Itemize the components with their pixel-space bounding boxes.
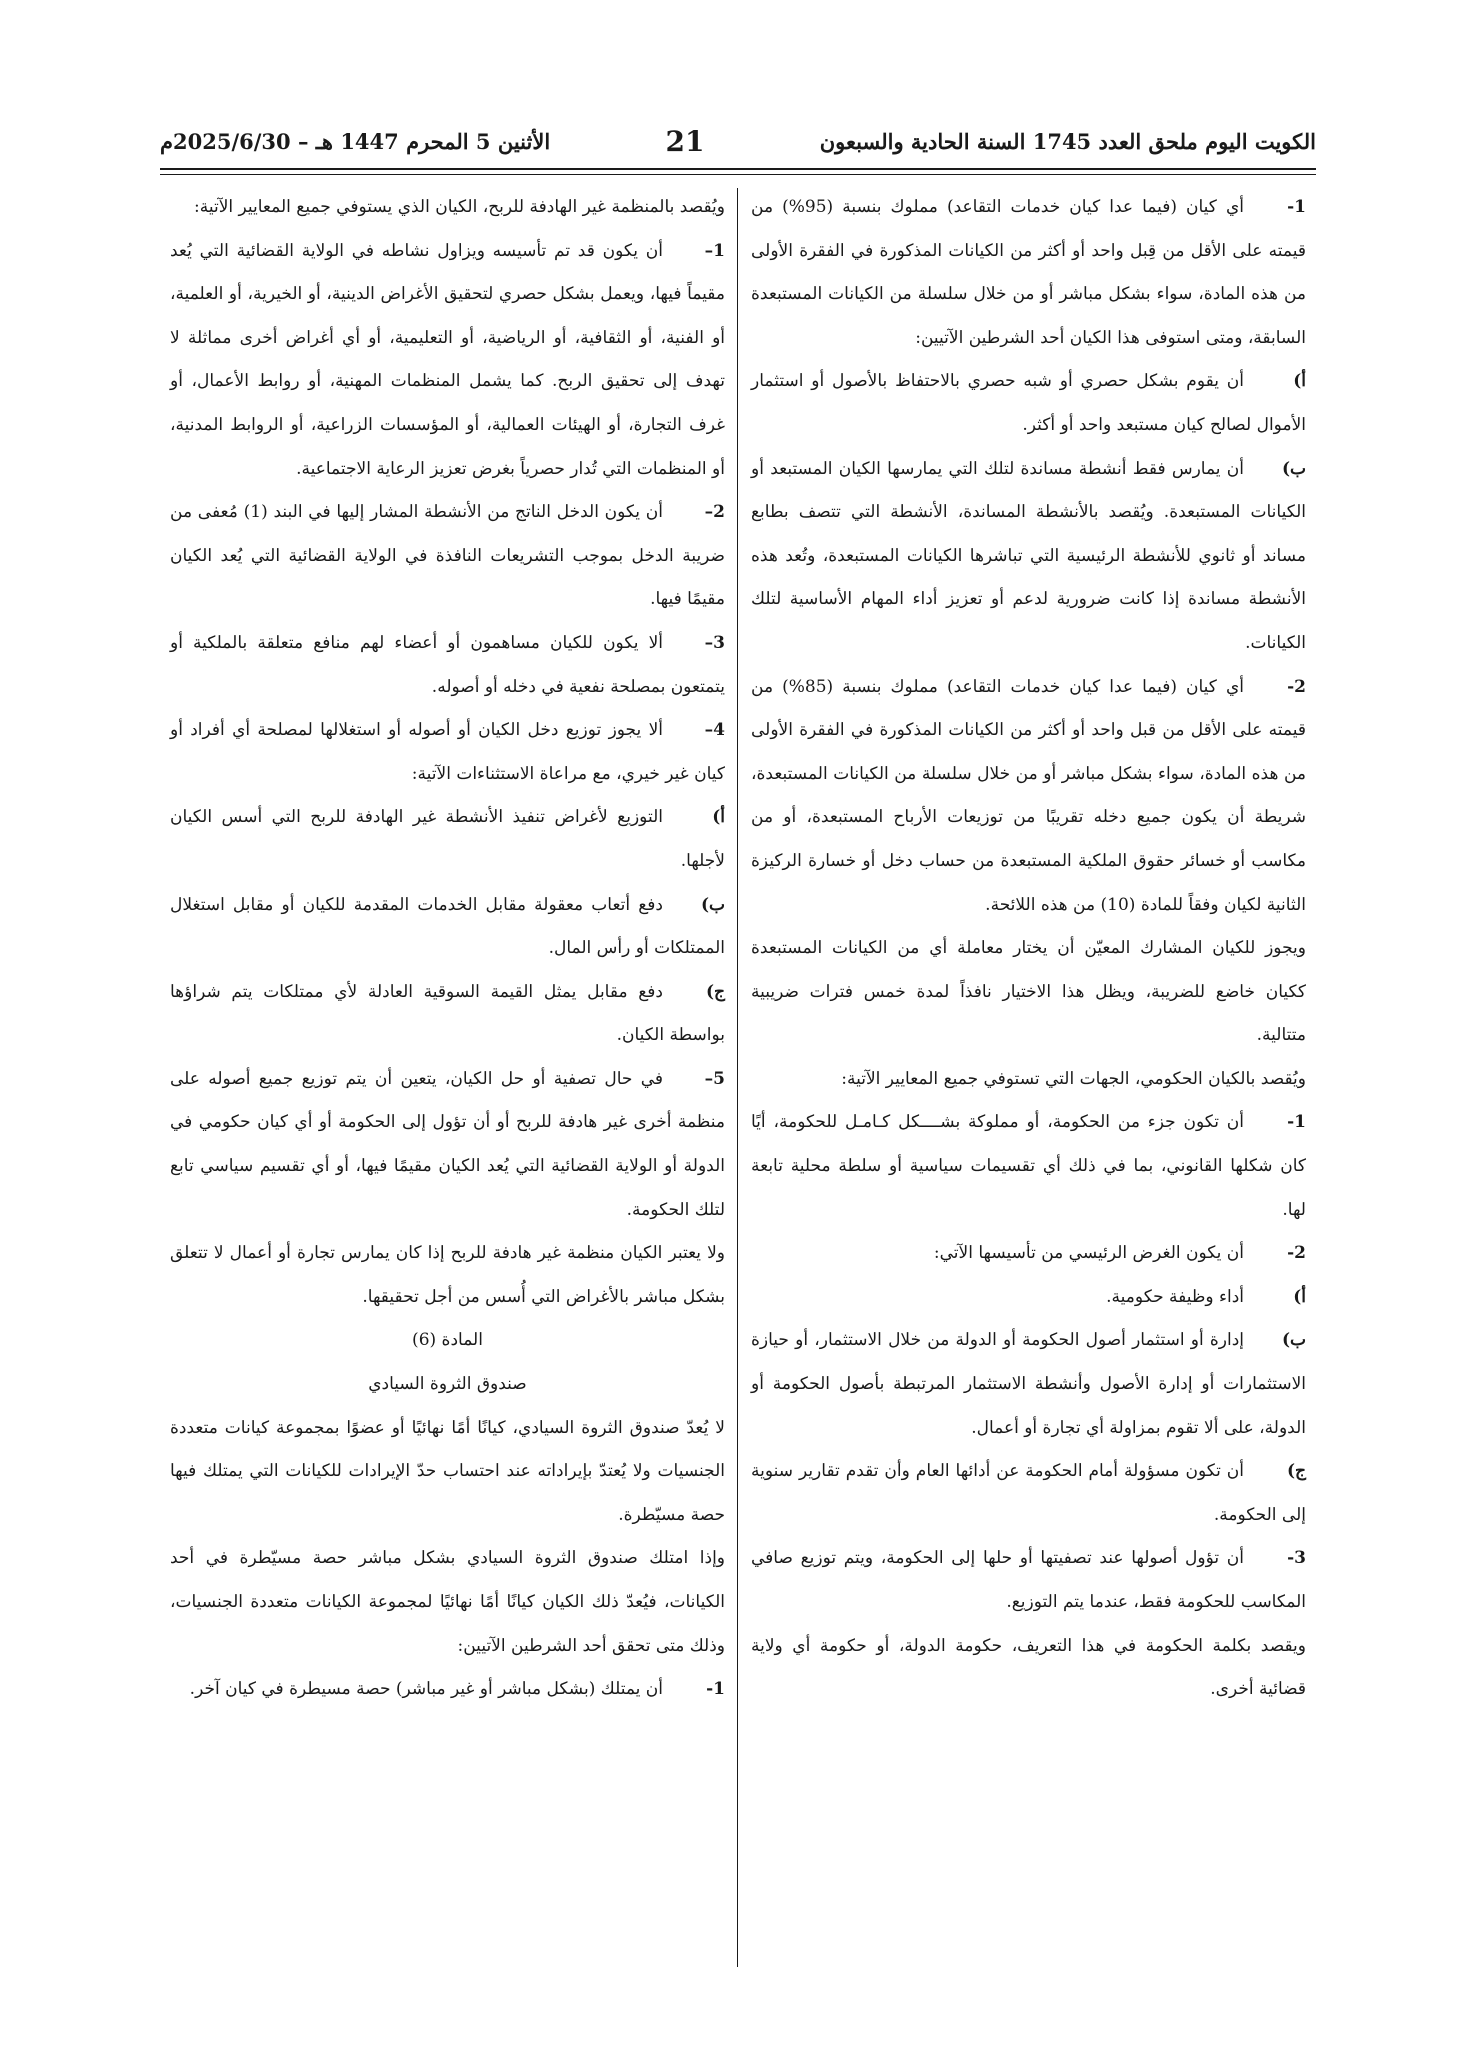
paragraph: [170, 1407, 725, 1538]
paragraph-text: دفع مقابل يمثل القيمة السوقية العادلة لأي ممتلكات يتم شراؤها بواسطة الكيان.: [170, 981, 725, 1046]
paragraph: [170, 1232, 725, 1319]
paragraph: [751, 1058, 1306, 1102]
item-number: 1-: [706, 1679, 725, 1700]
paragraph-text: التوزيع لأغراض تنفيذ الأنشطة غير الهادفة للربح التي أسس الكيان لأجلها.: [170, 807, 725, 871]
paragraph-text: أن يكون قد تم تأسيسه ويزاول نشاطه في الولاية القضائية التي يُعد مقيماً فيها، ويعمل بشكل حصري لتحقيق الأغراض الدينية، أو الخيرية، أو العلمية، أو الفنية، أو الثقافية، أو الرياضية، أو التعليمية، أو أي أغراض أخرى مماثلة لا تهدف إلى تحقيق الربح. كما يشمل المنظمات المهنية، أو روابط الأعمال، أو غرف التجارة، أو الهيئات العمالية، أو المؤسسات الزراعية، أو الروابط المدنية، أو المنظمات التي تُدار حصرياً بغرض تعزيز الرعاية الاجتماعية.: [170, 240, 725, 479]
right-column: [751, 186, 1306, 1712]
item-number: 5–: [704, 1068, 725, 1089]
paragraph: [170, 1363, 725, 1407]
paragraph: [170, 971, 725, 1058]
item-number: أ): [1293, 371, 1306, 392]
paragraph-text: أداء وظيفة حكومية.: [1106, 1286, 1244, 1307]
paragraph-text: لا يُعدّ صندوق الثروة السيادي، كيانًا أمًا نهائيًا أو عضوًا بمجموعة كيانات متعددة الجنسيات ولا يُعتدّ بإيراداته عند احتساب حدّ الإيرادات للكيانات التي يمتلك فيها حصة مسيّطرة.: [170, 1417, 725, 1525]
paragraph-text: أن تكون جزء من الحكومة، أو مملوكة بشــــكل كـامـل للحكومة، أيًا كان شكلها القانوني، بما في ذلك أي تقسيمات سياسية أو سلطة محلية تابعة لها.: [751, 1112, 1306, 1220]
page-number: 21: [665, 124, 705, 158]
paragraph-text: دفع أتعاب معقولة مقابل الخدمات المقدمة للكيان أو مقابل استغلال الممتلكات أو رأس المال.: [170, 894, 725, 959]
paragraph: [170, 186, 725, 230]
paragraph-text: وإذا امتلك صندوق الثروة السيادي بشكل مباشر حصة مسيّطرة في أحد الكيانات، فيُعدّ ذلك الكيان كيانًا أمًا نهائيًا لمجموعة الكيانات متعددة الجنسيات، وذلك متى تحقق أحد الشرطين الآتيين:: [170, 1548, 725, 1656]
paragraph-text: ويُقصد بالكيان الحكومي، الجهات التي تستوفي جميع المعايير الآتية:: [841, 1068, 1306, 1089]
paragraph: [170, 796, 725, 883]
paragraph-text: أن يمارس فقط أنشطة مساندة لتلك التي يمارسها الكيان المستبعد أو الكيانات المستبعدة. ويُقصد بالأنشطة المساندة، الأنشطة التي تتصف بطابع مساند أو ثانوي للأنشطة الرئيسية التي تباشرها الكيانات المستبعدة، وتُعد هذه الأنشطة مساندة إذا كانت ضرورية لدعم أو تعزيز أداء المهام الأساسية لتلك الكيانات.: [751, 458, 1306, 653]
item-number: أ): [712, 807, 725, 828]
paragraph-text: أي كيان (فيما عدا كيان خدمات التقاعد) مملوك بنسبة (95%) من قيمته على الأقل من قِبل واحد أو أكثر من الكيانات المذكورة في الفقرة الأولى من هذه المادة، سواء بشكل مباشر أو من خلال سلسلة من الكيانات المستبعدة السابقة، ومتى استوفى هذا الكيان أحد الشرطين الآتيين:: [751, 197, 1306, 348]
paragraph: [751, 927, 1306, 1058]
header-date: الأثنين 5 المحرم 1447 هـ – 2025/6/30م: [160, 128, 551, 154]
paragraph: [751, 666, 1306, 928]
left-column: [170, 186, 725, 1712]
item-number: ب): [1281, 1330, 1306, 1351]
paragraph-text: أن يكون الدخل الناتج من الأنشطة المشار إليها في البند (1) مُعفى من ضريبة الدخل بموجب التشريعات النافذة في الولاية القضائية التي يُعد الكيان مقيمًا فيها.: [170, 502, 725, 610]
paragraph-text: في حال تصفية أو حل الكيان، يتعين أن يتم توزيع جميع أصوله على منظمة أخرى غير هادفة للربح أو أن تؤول إلى الحكومة أو أي كيان حكومي في الدولة أو الولاية القضائية التي يُعد الكيان مقيمًا فيها، أو أي تقسيم سياسي تابع لتلك الحكومة.: [170, 1068, 725, 1220]
item-number: ج): [1286, 1461, 1306, 1482]
item-number: 1–: [704, 240, 725, 261]
item-number: أ): [1293, 1286, 1306, 1307]
paragraph: [170, 1319, 725, 1363]
page-header: [160, 118, 1316, 164]
paragraph: [170, 230, 725, 492]
paragraph: [170, 622, 725, 709]
paragraph: [751, 1537, 1306, 1624]
paragraph-text: أن يقوم بشكل حصري أو شبه حصري بالاحتفاظ بالأصول أو استثمار الأموال لصالح كيان مستبعد واحد أو أكثر.: [751, 371, 1306, 435]
paragraph-text: ولا يعتبر الكيان منظمة غير هادفة للربح إذا كان يمارس تجارة أو أعمال لا تتعلق بشكل مباشر بالأغراض التي أُسس من أجل تحقيقها.: [170, 1243, 725, 1307]
header-publication: الكويت اليوم ملحق العدد 1745 السنة الحادية والسبعون: [819, 128, 1316, 154]
item-number: 1-: [1287, 1112, 1306, 1133]
paragraph: [751, 1450, 1306, 1537]
paragraph: [170, 884, 725, 971]
paragraph: [170, 709, 725, 796]
paragraph-text: ألا يكون للكيان مساهمون أو أعضاء لهم منافع متعلقة بالملكية أو يتمتعون بمصلحة نفعية في دخله أو أصوله.: [170, 632, 725, 697]
paragraph-text: المادة (6): [412, 1330, 483, 1351]
paragraph: [751, 448, 1306, 666]
item-number: 3-: [1287, 1548, 1306, 1569]
item-number: 2–: [704, 502, 725, 523]
paragraph: [170, 1668, 725, 1712]
paragraph: [170, 491, 725, 622]
paragraph: [170, 1058, 725, 1232]
item-number: ج): [705, 981, 725, 1002]
paragraph: [751, 1276, 1306, 1320]
item-number: 3–: [704, 632, 725, 653]
paragraph: [751, 186, 1306, 360]
header-rule-thick: [160, 168, 1316, 170]
item-number: 2-: [1287, 1243, 1306, 1264]
paragraph: [751, 1319, 1306, 1450]
paragraph-text: أن تؤول أصولها عند تصفيتها أو حلها إلى الحكومة، ويتم توزيع صافي المكاسب للحكومة فقط، عندما يتم التوزيع.: [751, 1548, 1306, 1612]
paragraph-text: ويجوز للكيان المشارك المعيّن أن يختار معاملة أي من الكيانات المستبعدة ككيان خاضع للضريبة، ويظل هذا الاختيار نافذاً لمدة خمس فترات ضريبية متتالية.: [751, 938, 1306, 1046]
item-number: ب): [700, 894, 725, 915]
paragraph: [751, 1625, 1306, 1712]
paragraph: [170, 1537, 725, 1668]
header-rule-thin: [160, 174, 1316, 175]
paragraph-text: ألا يجوز توزيع دخل الكيان أو أصوله أو استغلالها لمصلحة أي أفراد أو كيان غير خيري، مع مراعاة الاستثناءات الآتية:: [170, 720, 725, 784]
paragraph-text: صندوق الثروة السيادي: [368, 1374, 527, 1395]
paragraph: [751, 1232, 1306, 1276]
paragraph-text: أي كيان (فيما عدا كيان خدمات التقاعد) مملوك بنسبة (85%) من قيمته على الأقل من قبل واحد أو أكثر من الكيانات المذكورة في الفقرة الأولى من هذه المادة، سواء بشكل مباشر أو من خلال سلسلة من الكيانات المستبعدة، شريطة أن يكون جميع دخله تقريبًا من توزيعات الأرباح المستبعدة، أو من مكاسب أو خسائر حقوق الملكية المستبعدة من حساب دخل أو خسارة الركيزة الثانية لكيان وفقاً للمادة (10) من هذه اللائحة.: [751, 676, 1306, 915]
paragraph-text: ويقصد بكلمة الحكومة في هذا التعريف، حكومة الدولة، أو حكومة أي ولاية قضائية أخرى.: [751, 1635, 1306, 1700]
paragraph-text: ويُقصد بالمنظمة غير الهادفة للربح، الكيان الذي يستوفي جميع المعايير الآتية:: [193, 197, 725, 217]
item-number: ب): [1281, 458, 1306, 479]
item-number: 1-: [1287, 197, 1306, 217]
paragraph: [751, 1101, 1306, 1232]
paragraph-text: أن يمتلك (بشكل مباشر أو غير مباشر) حصة مسيطرة في كيان آخر.: [189, 1679, 663, 1700]
item-number: 4–: [704, 720, 725, 741]
column-divider: [737, 188, 738, 1967]
paragraph: [751, 360, 1306, 447]
paragraph-text: أن يكون الغرض الرئيسي من تأسيسها الآتي:: [933, 1243, 1244, 1264]
paragraph-text: إدارة أو استثمار أصول الحكومة أو الدولة من خلال الاستثمار، أو حيازة الاستثمارات أو إدارة الأصول وأنشطة الاستثمار المرتبطة بأصول الحكومة أو الدولة، على ألا تقوم بمزاولة أي تجارة أو أعمال.: [751, 1330, 1306, 1438]
paragraph-text: أن تكون مسؤولة أمام الحكومة عن أدائها العام وأن تقدم تقارير سنوية إلى الحكومة.: [751, 1461, 1306, 1525]
item-number: 2-: [1287, 676, 1306, 697]
